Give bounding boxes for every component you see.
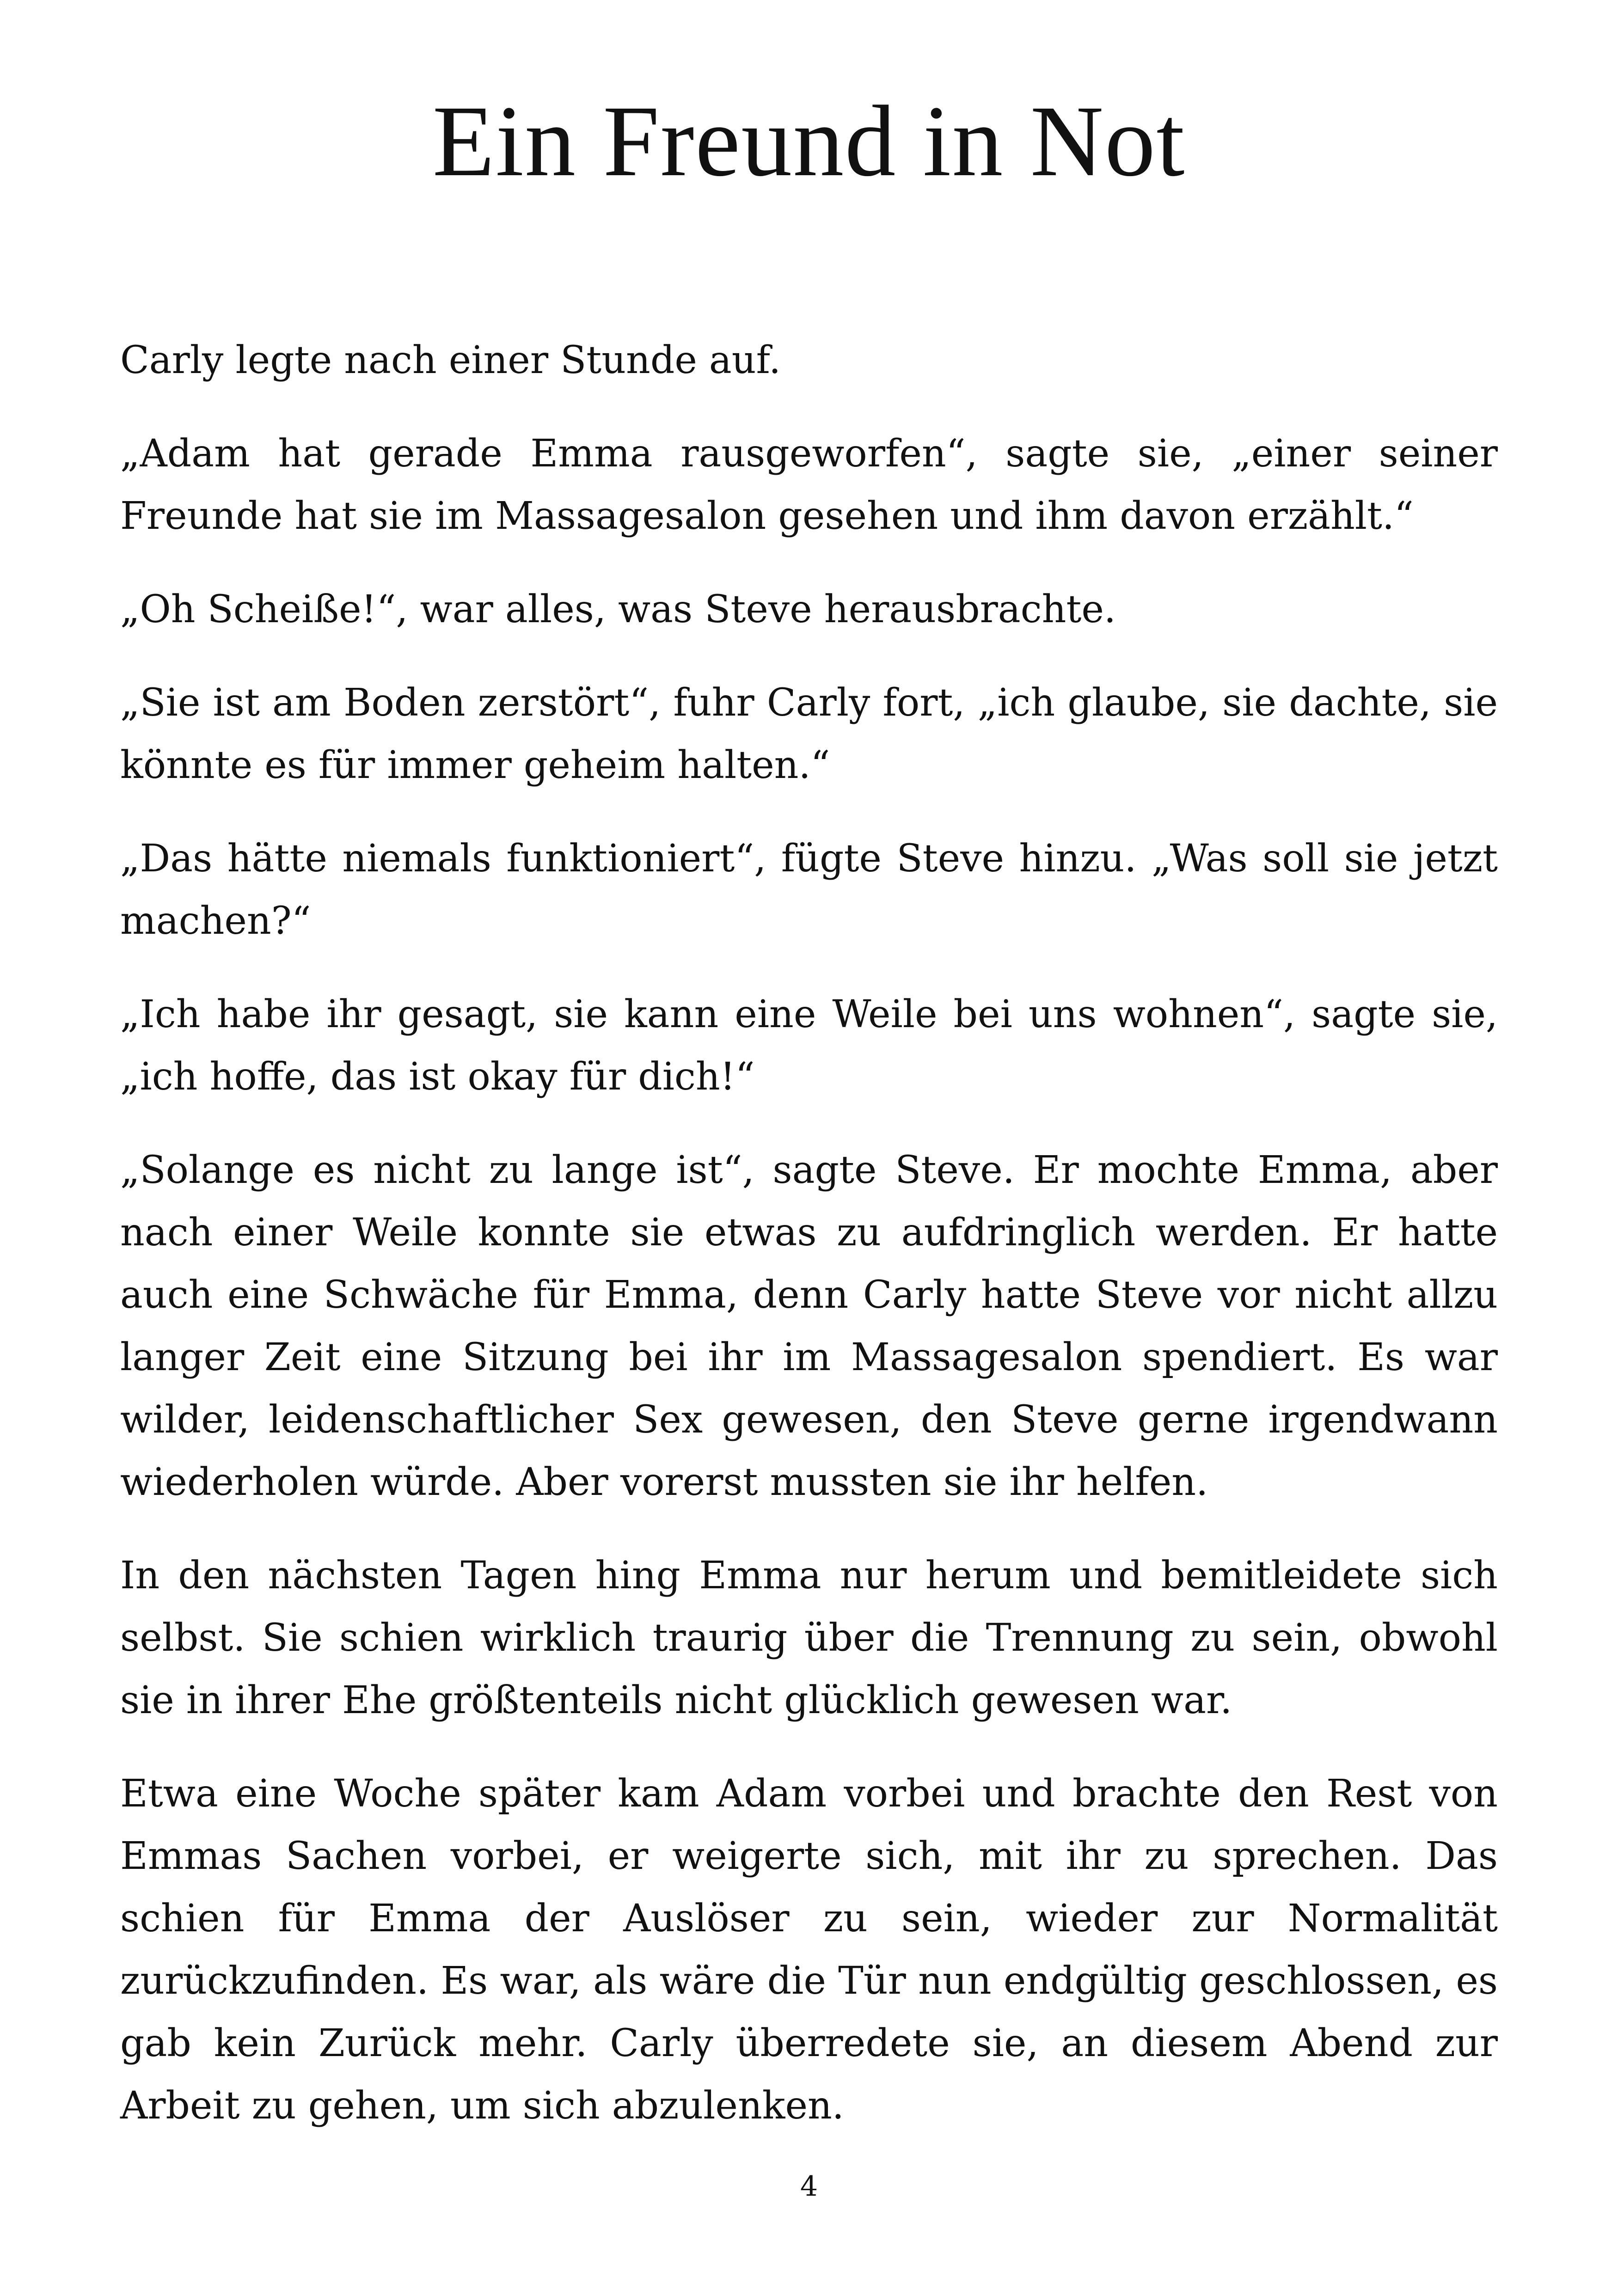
paragraph: „Das hätte niemals funktioniert“, fügte Steve hinzu. „Was soll sie jetzt machen?“ bbox=[120, 837, 1498, 943]
paragraph: „Oh Scheiße!“, war alles, was Steve herausbrachte. bbox=[120, 588, 1116, 631]
paragraph: In den nächsten Tagen hing Emma nur herum und bemitleidete sich selbst. Sie schien wirklich traurig über die Trennung zu sein, obwohl sie in ihrer Ehe größtenteils nicht glücklich gewesen war. bbox=[120, 1554, 1498, 1722]
paragraph: „Sie ist am Boden zerstört“, fuhr Carly fort, „ich glaube, sie dachte, sie könnte es für immer geheim halten.“ bbox=[120, 681, 1498, 787]
paragraph: „Adam hat gerade Emma rausgeworfen“, sagte sie, „einer seiner Freunde hat sie im Massagesalon gesehen und ihm davon erzählt.“ bbox=[120, 432, 1498, 538]
chapter-body bbox=[120, 329, 1498, 2168]
paragraph: Etwa eine Woche später kam Adam vorbei und brachte den Rest von Emmas Sachen vorbei, er weigerte sich, mit ihr zu sprechen. Das schien für Emma der Auslöser zu sein, wieder zur Normalität zurückzufinden. Es war, als wäre die Tür nun endgültig geschlossen, es gab kein Zurück mehr. Carly überredete sie, an diesem Abend zur Arbeit zu gehen, um sich abzulenken. bbox=[120, 1772, 1498, 2128]
paragraph: „Solange es nicht zu lange ist“, sagte Steve. Er mochte Emma, aber nach einer Weile konnte sie etwas zu aufdringlich werden. Er hatte auch eine Schwäche für Emma, denn Carly hatte Steve vor nicht allzu langer Zeit eine Sitzung bei ihr im Massagesalon spendiert. Es war wilder, leidenschaftlicher Sex gewesen, den Steve gerne irgendwann wiederholen würde. Aber vorerst mussten sie ihr helfen. bbox=[120, 1148, 1498, 1504]
chapter-title: Ein Freund in Not bbox=[432, 85, 1186, 197]
paragraph: „Ich habe ihr gesagt, sie kann eine Weile bei uns wohnen“, sagte sie, „ich hoffe, das ist okay für dich!“ bbox=[120, 992, 1498, 1099]
paragraph: Carly legte nach einer Stunde auf. bbox=[120, 338, 781, 382]
page-number: 4 bbox=[800, 2170, 818, 2203]
